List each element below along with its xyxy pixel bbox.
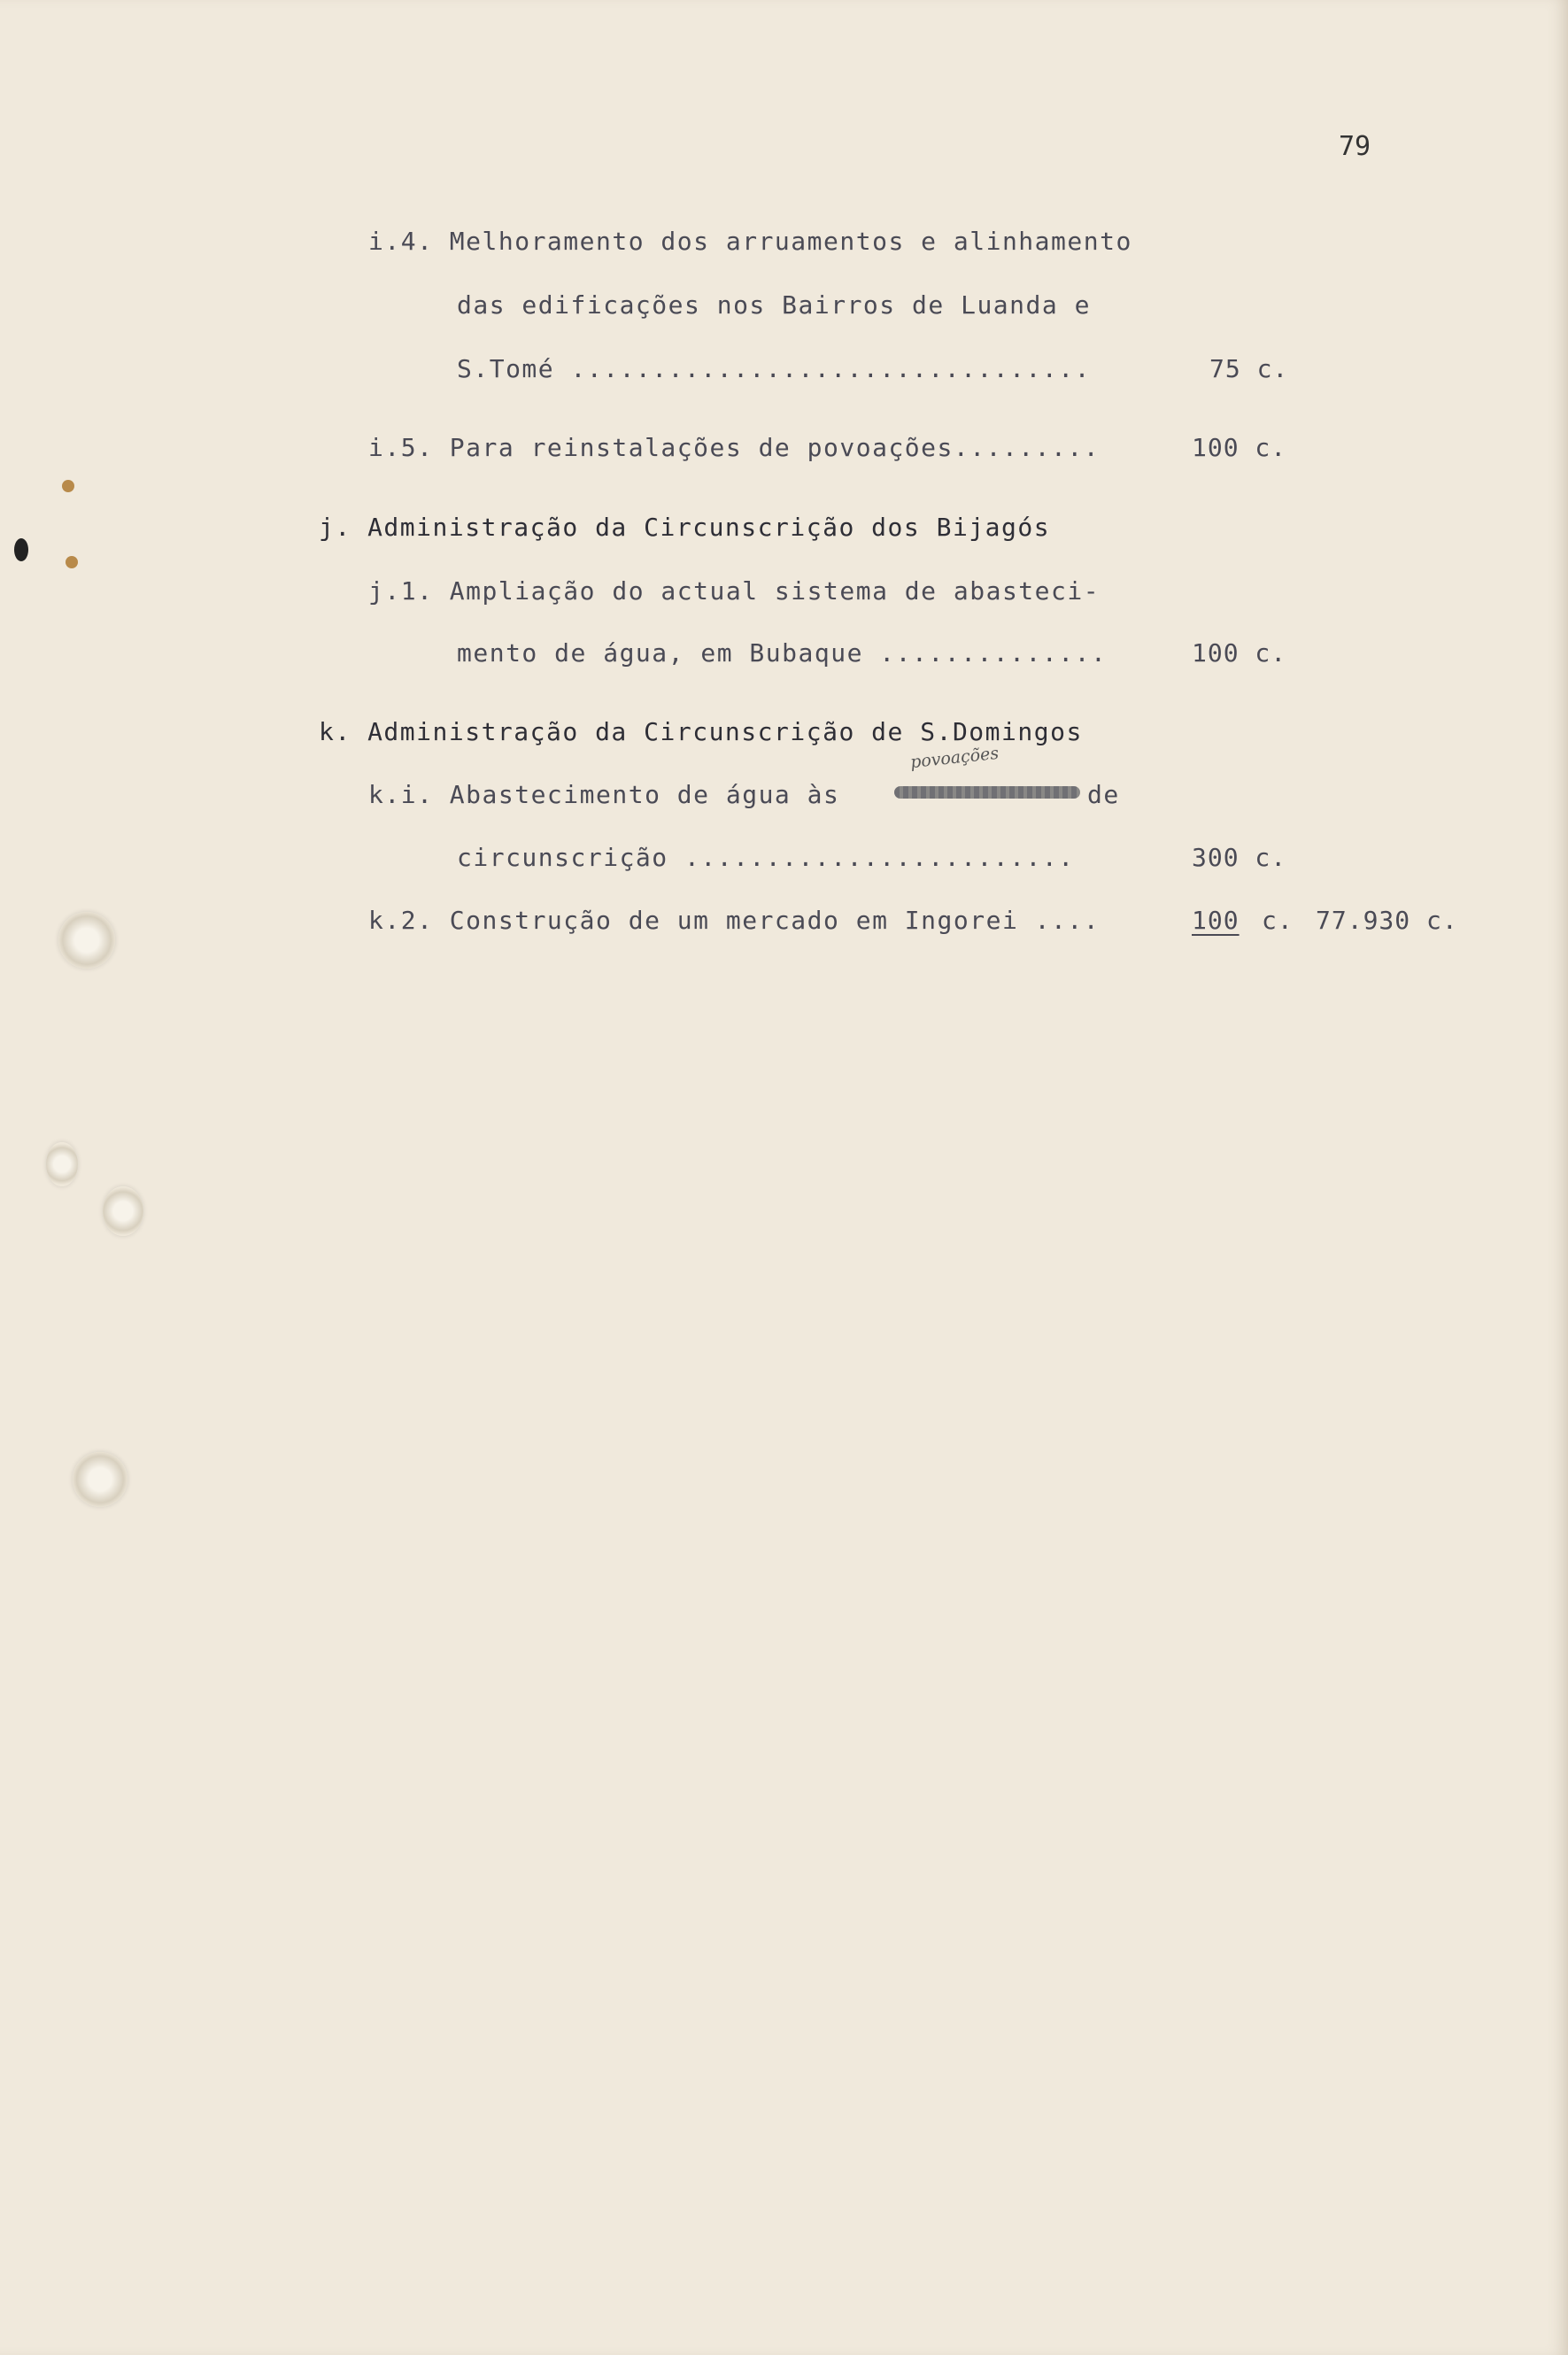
item-j1-amount: 100 c.: [1192, 638, 1287, 668]
item-k2: k.2. Construção de um mercado em Ingorei ....: [368, 906, 1101, 935]
grand-total: 77.930 c.: [1316, 906, 1458, 935]
punch-hole: [58, 912, 115, 969]
handwritten-annotation: povoações: [909, 743, 1000, 773]
page-number: 79: [1339, 131, 1371, 162]
rust-spot: [66, 556, 78, 568]
item-j1-line1: j.1. Ampliação do actual sistema de abasteci-: [368, 576, 1101, 606]
rust-spot: [62, 480, 74, 492]
item-k1-line2: circunscrição ........................: [457, 843, 1075, 872]
item-i4-line2: das edificações nos Bairros de Luanda e: [457, 290, 1091, 320]
punch-hole: [46, 1142, 78, 1186]
item-i4-line3: S.Tomé ................................: [457, 354, 1091, 383]
punch-hole: [103, 1186, 143, 1236]
section-k-heading: k. Administração da Circunscrição de S.Domingos: [319, 717, 1083, 746]
item-i4-amount: 75 c.: [1209, 354, 1289, 383]
punch-hole: [73, 1452, 127, 1507]
item-k1-line1-end: de: [1087, 780, 1120, 809]
item-i5-amount: 100 c.: [1192, 433, 1287, 462]
item-i4-line1: i.4. Melhoramento dos arruamentos e alinhamento: [368, 227, 1132, 256]
item-k1-amount: 300 c.: [1192, 843, 1287, 872]
section-j-heading: j. Administração da Circunscrição dos Bijagós: [319, 513, 1051, 542]
item-i5: i.5. Para reinstalações de povoações.........: [368, 433, 1101, 462]
item-k1-line1: k.i. Abastecimento de água às: [368, 780, 840, 809]
struck-out-word: [894, 786, 1080, 799]
ink-spot: [14, 538, 28, 561]
item-j1-line2: mento de água, em Bubaque ..............: [457, 638, 1108, 668]
item-k2-unit: c.: [1262, 906, 1294, 935]
item-k2-amount: 100: [1192, 906, 1240, 935]
